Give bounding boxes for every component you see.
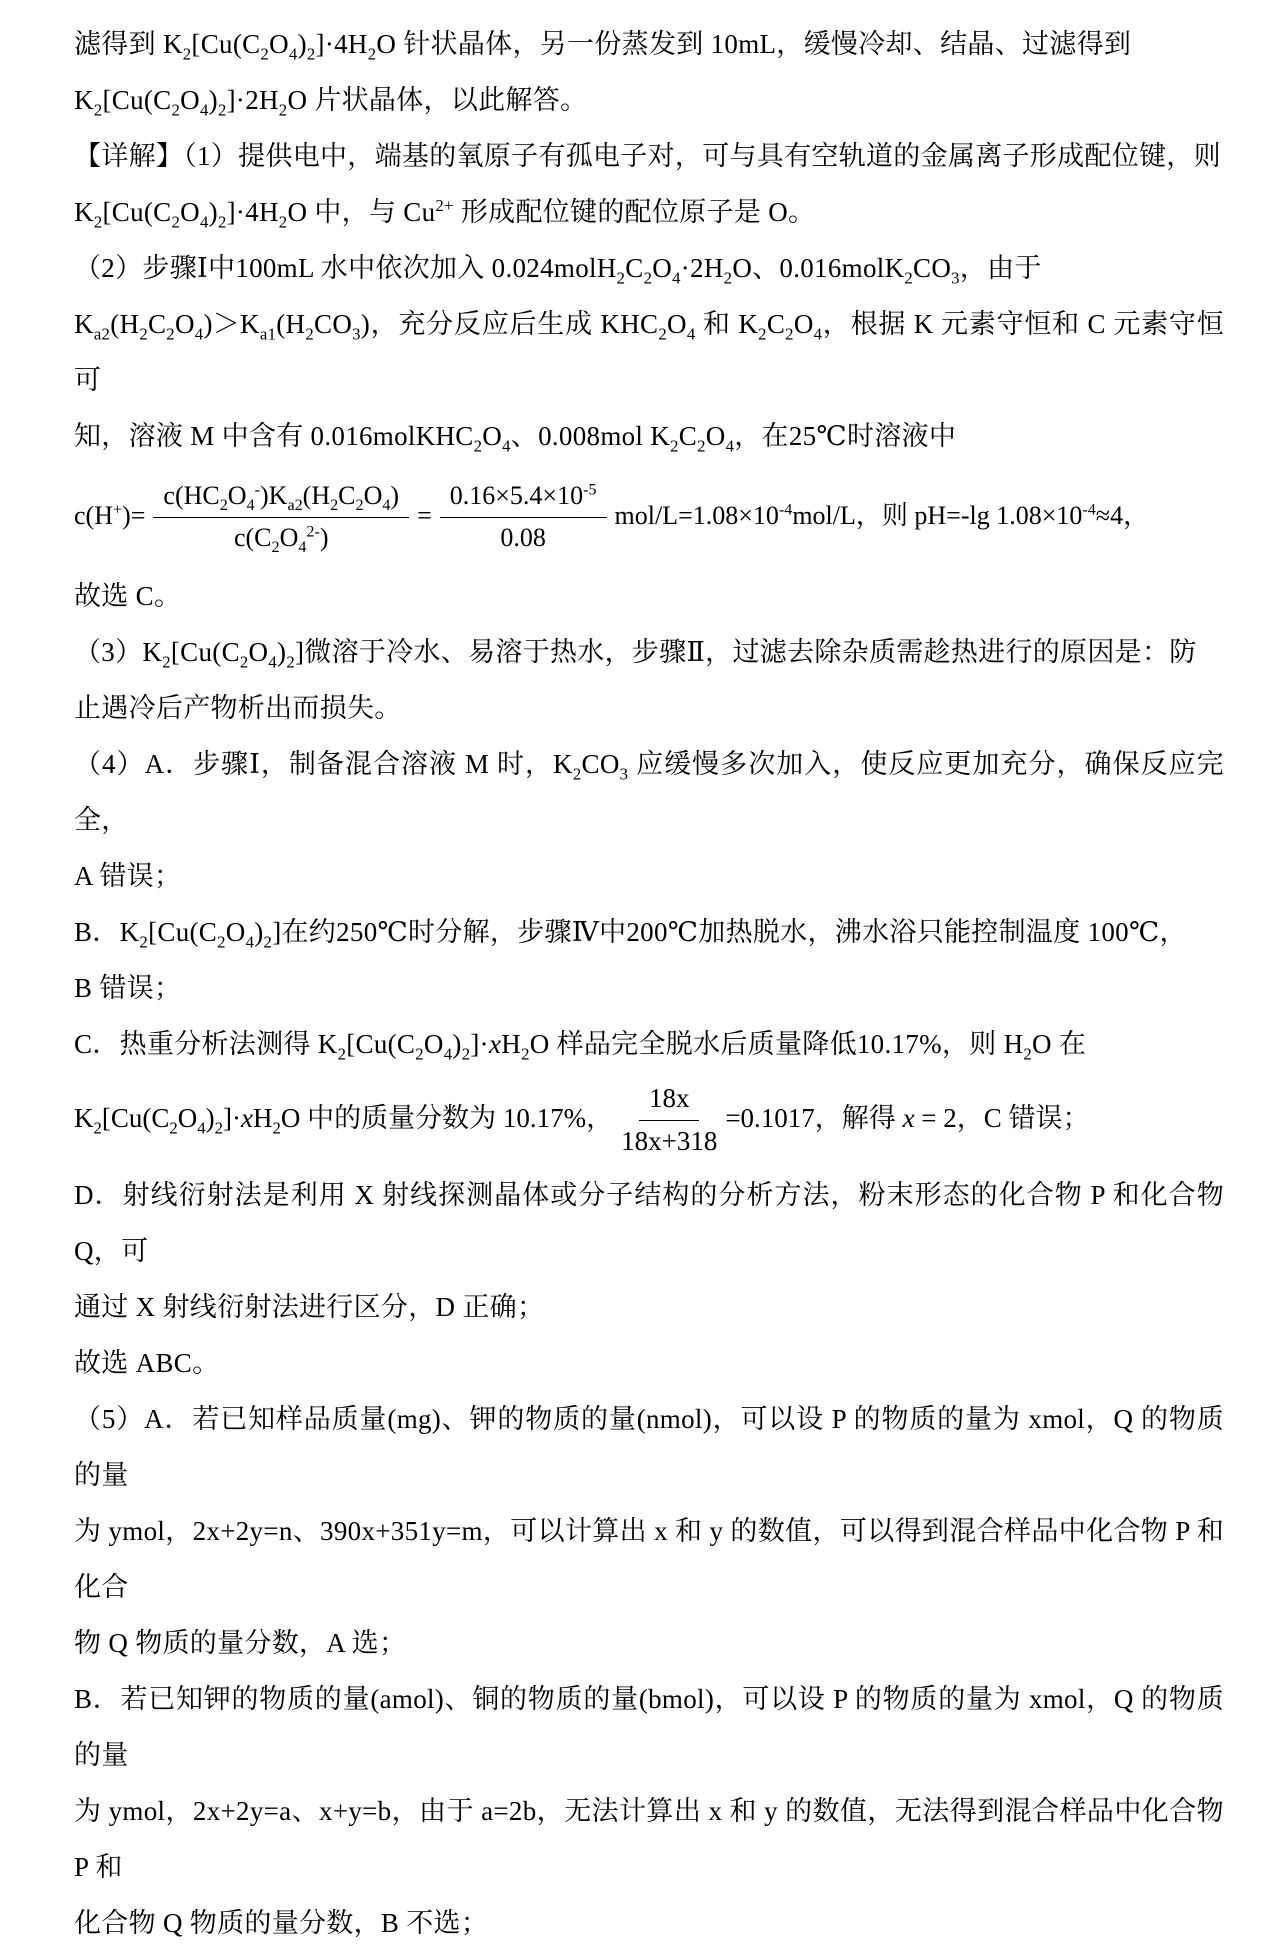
fraction-numerator: $c(HC_2O_4^-)K_{a2}(H_2C_2O_4)$ (153, 478, 409, 518)
answer-2-choice: 故选 C。 (74, 581, 182, 611)
answer-4-option-c-line-1: C．热重分析法测得 $K_2[Cu(C_2O_4)_2]\cdot xH_2O$ 样品完全脱水后质量降低10.17%，则 $H_2O$ 在 (74, 1029, 1087, 1064)
answer-3-line-1: $(3)K_2[Cu(C_2O_4)_2]$微溶于冷水、易溶于热水，步骤Ⅱ，过滤去除杂质需趁热进行的原因是：防 (74, 637, 1197, 672)
answer-4-option-b: B．$K_2[Cu(C_2O_4)_2]$在约250℃时分解，步骤Ⅳ中200℃加热脱水，沸水浴只能控制温度 100℃， (74, 917, 1187, 952)
answer-5-option-b-line-1: B．若已知钾的物质的量(amol)、铜的物质的量(bmol)，可以设 P 的物质的量为 xmol，Q 的物质的量 (74, 1683, 1224, 1770)
detail-heading-line: 【详解】（1）提供电中，端基的氧原子有孤电子对，可与具有空轨道的金属离子形成配位键，则 (74, 141, 1221, 171)
fraction-18x (621, 1080, 717, 1159)
fraction-numerator: 18x (639, 1080, 700, 1121)
equation-result-text: mol/$L=1.08\times 10^{-4}mol/L$，则 pH=-lg $1.08\times 10^{-4}\approx 4$， (614, 500, 1150, 530)
fraction-ka-expression (153, 478, 409, 554)
answer-2-line-1: （2）步骤Ⅰ中100mL 水中依次加入 $0.024molH_2C_2O_4\cdot 2H_2O$、$0.016molK_2CO_3$，由于 (74, 253, 1042, 288)
hydrogen-ion-concentration-equation (74, 478, 1224, 554)
answer-3-line-2: 止遇冷后产物析出而损失。 (74, 693, 402, 723)
answer-4-option-a: （4）A．步骤Ⅰ，制备混合溶液 M 时，$K_2CO_3$ 应缓慢多次加入，使反应更加充分，确保反应完全， (74, 749, 1224, 835)
equation-result-text: =0.1017，解得 x = 2，C 错误； (725, 1103, 1090, 1134)
fraction-numerator: $0.16\times 5.4\times 10^{-5}$ (440, 478, 607, 518)
answer-5-option-b-line-2: 为 ymol，2x+2y=a、x+y=b，由于 a=2b，无法计算出 x 和 y 的数值，无法得到混合样品中化合物 P 和 (74, 1795, 1224, 1882)
fraction-denominator: $c(C_2O_4^{2-})$ (233, 522, 329, 556)
answer-5-option-a-line-2: 为 ymol，2x+2y=n、390x+351y=m，可以计算出 x 和 y 的数值，可以得到混合样品中化合物 P 和化合 (74, 1515, 1224, 1602)
answer-4-option-b-verdict: B 错误； (74, 973, 182, 1003)
answer-4-option-a-verdict: A 错误； (74, 861, 182, 891)
solution-line-2: $K_2[Cu(C_2O_4)_2]\cdot 2H_2O$ 片状晶体，以此解答。 (74, 85, 588, 120)
answer-5-option-b-line-3: 化合物 Q 物质的量分数，B 不选； (74, 1907, 489, 1938)
equation-lhs-text: c(H+)= (74, 500, 146, 530)
water-mass-fraction-equation (74, 1080, 1224, 1159)
solution-line-1: 滤得到 $K_2[Cu(C_2O_4)_2]\cdot 4H_2O$ 针状晶体，另一份蒸发到 10mL，缓慢冷却、结晶、过滤得到 (74, 29, 1132, 64)
answer-1-line: $K_2[Cu(C_2O_4)_2]\cdot 4H_2O$ 中，与 $Cu^{2+}$ 形成配位键的配位原子是 O。 (74, 196, 816, 232)
answer-4-option-d-line-1: D．射线衍射法是利用 X 射线探测晶体或分子结构的分析方法，粉末形态的化合物 P 和化合物 Q，可 (74, 1179, 1224, 1266)
answer-4-choice: 故选 ABC。 (74, 1347, 220, 1378)
answer-5-option-a-line-3: 物 Q 物质的量分数，A 选； (74, 1627, 407, 1658)
fraction-numeric (440, 478, 607, 554)
fraction-denominator: 18x+318 (621, 1125, 718, 1156)
answer-5-option-a-line-1: （5）A．若已知样品质量(mg)、钾的物质的量(nmol)，可以设 P 的物质的量为 xmol，Q 的物质的量 (74, 1403, 1224, 1490)
answer-2-line-2: $K_{a2}(H_2C_2O_4)>K_{a1}(H_2CO_3)$，充分反应后生成 $KHC_2O_4$ 和 $K_2C_2O_4$，根据 K 元素守恒和 C 元素守恒可 (74, 309, 1224, 395)
fraction-denominator: 0.08 (500, 522, 546, 552)
answer-2-line-3: 知，溶液 M 中含有 $0.016molKHC_2O_4$、0.008mol $K_2C_2O_4$，在25℃时溶液中 (74, 421, 957, 456)
equation-prefix-text: $K_2[Cu(C_2O_4)_2]\cdot xH_2O$ 中的质量分数为 10.17%， (74, 1103, 614, 1138)
answer-4-option-d-line-2: 通过 X 射线衍射法进行区分，D 正确； (74, 1291, 545, 1322)
equation-equals-sign: = (417, 500, 432, 530)
